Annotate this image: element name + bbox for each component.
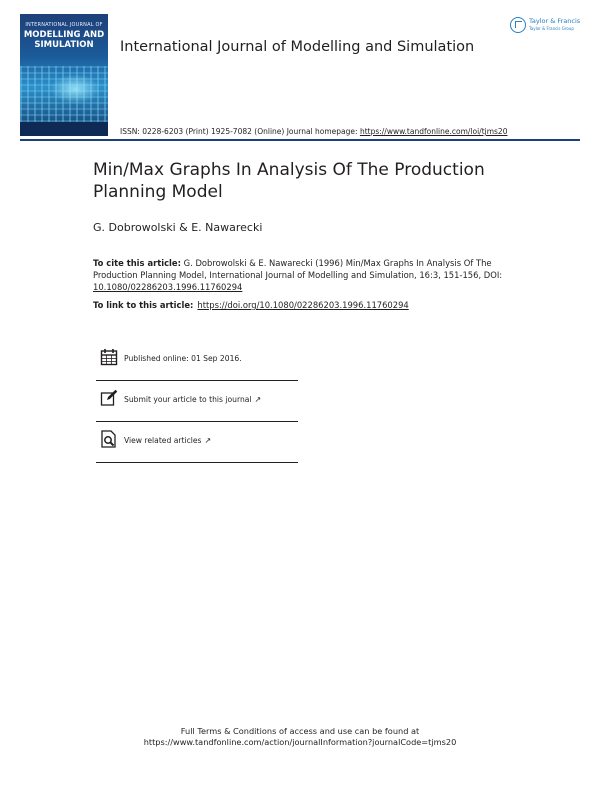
published-online-row [96,340,298,380]
journal-cover-image [20,14,108,136]
issn-text: ISSN: 0228-6203 (Print) 1925-7082 (Online) Journal homepage: [120,127,360,136]
publisher-logo-text: Taylor & Francis [529,17,581,25]
external-link-icon: ↗ [254,395,262,404]
cover-title-line2: MODELLING AND SIMULATION [23,30,105,50]
link-label: To link to this article: [93,300,194,310]
journal-title: International Journal of Modelling and Simulation [120,39,475,55]
related-articles-row[interactable] [96,422,298,462]
published-online-text: Published online: 01 Sep 2016. [124,354,242,363]
citation-text: G. Dobrowolski & E. Nawarecki (1996) Min/Max Graphs In Analysis Of The Production Planning Model, International Journal of Modelling and Simulation, 16:3, 151-156, DOI: [93,258,503,280]
journal-homepage-link[interactable]: https://www.tandfonline.com/loi/tjms20 [359,127,508,136]
issn-line [120,127,507,136]
doi-link[interactable]: 10.1080/02286203.1996.11760294 [93,282,243,292]
calendar-icon [100,348,118,366]
edit-icon [100,389,118,407]
external-link-icon: ↗ [204,436,212,445]
article-authors: G. Dobrowolski & E. Nawarecki [93,221,263,234]
submit-article-row[interactable] [96,381,298,421]
article-title: Min/Max Graphs In Analysis Of The Production Planning Model [93,160,485,202]
publisher-logo [510,16,584,38]
article-url-link[interactable]: https://doi.org/10.1080/02286203.1996.11760294 [197,300,409,310]
link-to-article [93,300,409,310]
header-divider [20,139,580,141]
info-divider-3 [96,462,298,463]
citation-label: To cite this article: [93,258,181,268]
publisher-logo-subtext: Taylor & Francis Group [529,26,574,31]
search-document-icon [100,430,118,448]
footer [0,726,600,748]
submit-article-text: Submit your article to this journal [124,395,252,404]
citation-block [93,257,523,293]
related-articles-text: View related articles [124,436,202,445]
cover-footer-band [20,122,108,136]
related-articles-link[interactable] [124,436,211,445]
footer-terms-link[interactable]: https://www.tandfonline.com/action/journalInformation?journalCode=tjms20 [143,737,457,747]
cover-glow [50,74,100,104]
publisher-logo-icon [510,17,526,33]
submit-article-link[interactable] [124,395,261,404]
cover-title-line1: INTERNATIONAL JOURNAL OF [25,22,103,28]
footer-terms-text: Full Terms & Conditions of access and use can be found at [180,726,420,736]
